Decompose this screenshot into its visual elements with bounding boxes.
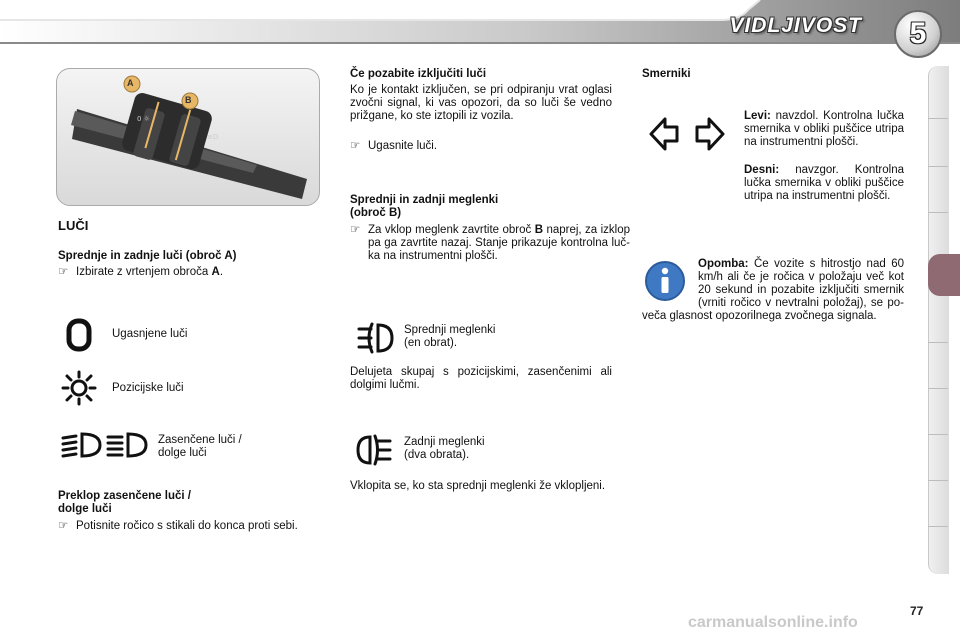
hand-pointer-icon: ☞ xyxy=(350,224,361,236)
left-arrow-icon xyxy=(648,116,680,152)
position-lights-label: Pozicijske luči xyxy=(112,382,184,394)
right-arrow-icon xyxy=(694,116,726,152)
sidebar-divider xyxy=(928,342,948,343)
beam-switch-instruction: ☞ Potisnite ročico s stikali do konca proti sebi. xyxy=(58,520,298,532)
sidebar-divider xyxy=(928,388,948,389)
indicators-heading: Smerniki xyxy=(642,68,691,80)
right-indicator-text: Desni: navzgor. Kontrolna lučka smernika v obliki puščice utripa na instrumentni plošči. xyxy=(744,164,904,202)
watermark: carmanualsonline.info xyxy=(688,614,858,631)
note-text: Opomba: Če vozite s hitrostjo nad 60 km/h ali če je ročica v položaju več kot 20 sekund in pozabite izključiti smernik (vrniti ročico v nevtralni položaj), se poveča glasnost opozorilnega zvočnega signala. xyxy=(642,258,904,322)
light-stalk-photo xyxy=(56,68,320,206)
front-fog-light-text: Delujeta skupaj s pozicijskimi, zasenčenimi ali dolgimi lučmi. xyxy=(350,366,612,391)
forgot-lights-heading: Če pozabite izključiti luči xyxy=(350,68,487,80)
front-fog-light-icon xyxy=(356,320,396,356)
page-number: 77 xyxy=(910,604,924,618)
dipped-main-beam-icon xyxy=(60,430,150,460)
sidebar-divider xyxy=(928,166,948,167)
beam-switch-heading: Preklop zasenčene luči / dolge luči xyxy=(58,490,191,515)
chapter-number-badge: 5 xyxy=(894,10,942,58)
front-rear-lights-heading: Sprednje in zadnje luči (obroč A) xyxy=(58,250,237,262)
left-indicator-text: Levi: navzdol. Kontrolna lučka smernika v obliki puščice utripa na instrumentni plošči. xyxy=(744,110,904,148)
chapter-sidebar xyxy=(928,66,949,574)
rear-fog-light-label: Zadnji meglenki (dva obrata). xyxy=(404,436,485,461)
lights-off-label: Ugasnjene luči xyxy=(112,328,188,340)
svg-text:≡D: ≡D xyxy=(207,133,219,141)
chapter-title: VIDLJIVOST xyxy=(729,14,862,37)
callout-a: A xyxy=(127,78,134,88)
fog-lights-instruction: ☞ Za vklop meglenk zavrtite obroč B naprej, za izklop pa ga zavrtite nazaj. Stanje prikazuje kontrolna lučka na instrumentni plošči. xyxy=(350,224,631,262)
forgot-lights-instruction: ☞ Ugasnite luči. xyxy=(350,140,438,152)
dipped-main-beam-label: Zasenčene luči / dolge luči xyxy=(158,434,242,459)
lights-off-icon xyxy=(64,318,94,352)
sidebar-divider xyxy=(928,118,948,119)
forgot-lights-text: Ko je kontakt izključen, se pri odpiranju vrat oglasi zvočni signal, ki vas opozori, da so luči še vedno prižgane, ko ste iztopili iz vozila. xyxy=(350,84,612,122)
hand-pointer-icon: ☞ xyxy=(58,266,69,278)
sidebar-divider xyxy=(928,526,948,527)
hand-pointer-icon: ☞ xyxy=(58,520,69,532)
svg-text:0 ☼: 0 ☼ xyxy=(137,115,150,123)
lights-heading: LUČI xyxy=(58,218,89,233)
sidebar-tab-current[interactable] xyxy=(928,254,960,296)
position-lights-icon xyxy=(60,370,98,406)
sidebar-divider xyxy=(928,480,948,481)
hand-pointer-icon: ☞ xyxy=(350,140,361,152)
rear-fog-light-text: Vklopita se, ko sta sprednji meglenki že vklopljeni. xyxy=(350,480,606,492)
rear-fog-light-icon xyxy=(356,432,392,468)
front-rear-lights-instruction: ☞ Izbirate z vrtenjem obroča A. xyxy=(58,266,224,278)
callout-b: B xyxy=(185,95,192,105)
sidebar-divider xyxy=(928,212,948,213)
sidebar-divider xyxy=(928,434,948,435)
fog-lights-heading: Sprednji in zadnji meglenki (obroč B) xyxy=(350,194,499,219)
front-fog-light-label: Sprednji meglenki (en obrat). xyxy=(404,324,496,349)
